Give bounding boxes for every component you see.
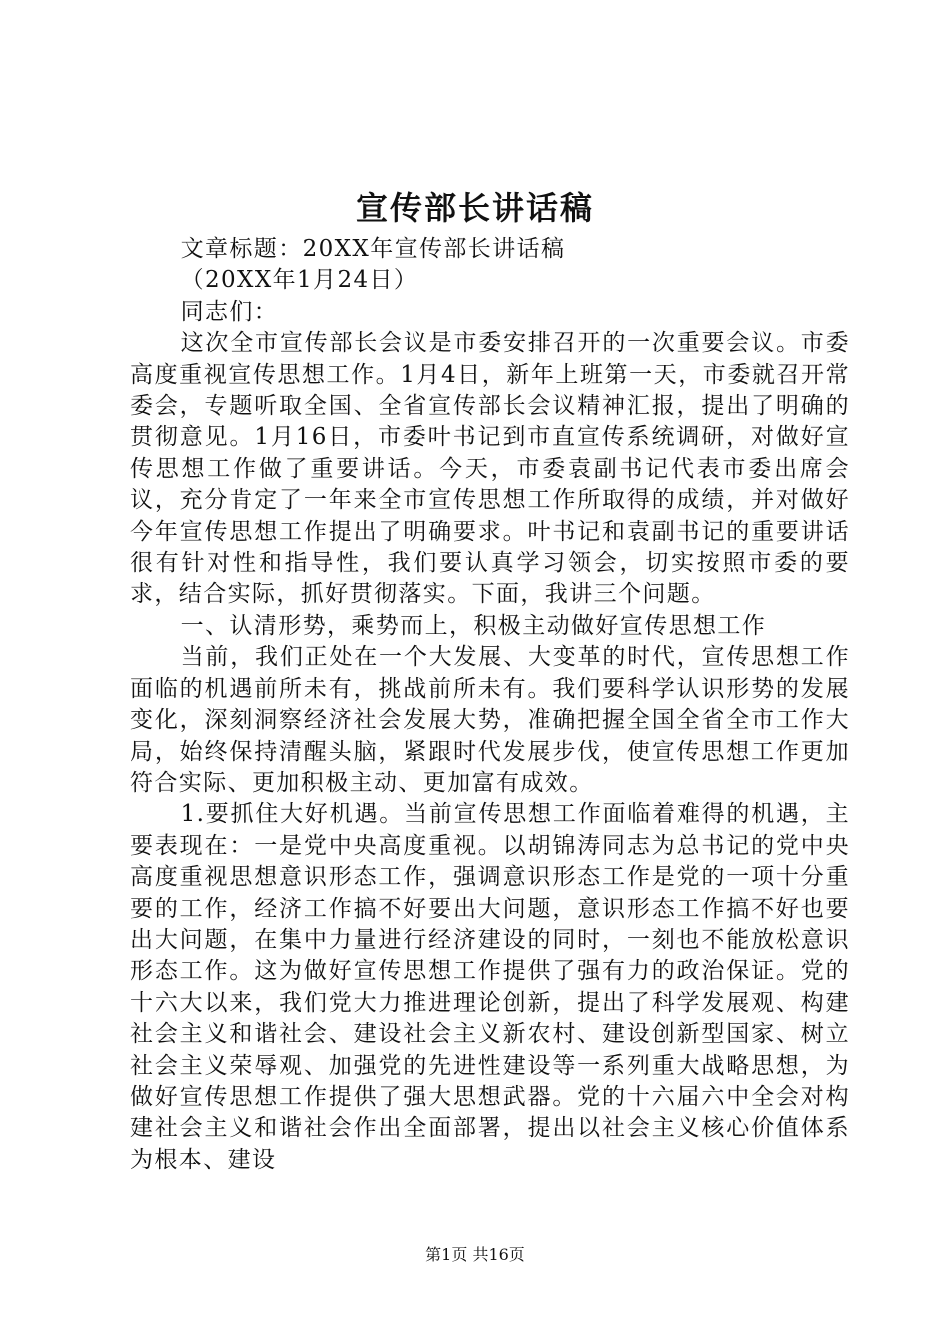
paragraph-intro: 这次全市宣传部长会议是市委安排召开的一次重要会议。市委高度重视宣传思想工作。1月4日，新年上班第一天，市委就召开常委会，专题听取全国、全省宣传部长会议精神汇报，提出了明确的贯彻意见。1月16日，市委叶书记到市直宣传系统调研，对做好宣传思想工作做了重要讲话。今天，市委袁副书记代表市委出席会议，充分肯定了一年来全市宣传思想工作所取得的成绩，并对做好今年宣传思想工作提出了明确要求。叶书记和袁副书记的重要讲话很有针对性和指导性，我们要认真学习领会，切实按照市委的要求，结合实际，抓好贯彻落实。下面，我讲三个问题。 [130, 330, 850, 608]
paragraph-article-title: 文章标题：20XX年宣传部长讲话稿 [180, 236, 566, 262]
paragraph-date: （20XX年1月24日） [180, 267, 419, 294]
document-body [130, 234, 850, 1176]
section-heading-1: 一、认清形势，乘势而上，积极主动做好宣传思想工作 [180, 612, 767, 639]
page-number-footer: 第1页 共16页 [425, 1245, 525, 1264]
paragraph-salutation: 同志们： [180, 298, 279, 325]
paragraph-opportunity: 1.要抓住大好机遇。当前宣传思想工作面临着难得的机遇，主要表现在：一是党中央高度重视。以胡锦涛同志为总书记的党中央高度重视思想意识形态工作，强调意识形态工作是党的一项十分重要的工作，经济工作搞不好要出大问题，意识形态工作搞不好也要出大问题，在集中力量进行经济建设的同时，一刻也不能放松意识形态工作。这为做好宣传思想工作提供了强有力的政治保证。党的十六大以来，我们党大力推进理论创新，提出了科学发展观、构建社会主义和谐社会、建设社会主义新农村、建设创新型国家、树立社会主义荣辱观、加强党的先进性建设等一系列重大战略思想，为做好宣传思想工作提供了强大思想武器。党的十六届六中全会对构建社会主义和谐社会作出全面部署，提出以社会主义核心价值体系为根本、建设 [130, 801, 850, 1173]
paragraph-situation: 当前，我们正处在一个大发展、大变革的时代，宣传思想工作面临的机遇前所未有，挑战前所未有。我们要科学认识形势的发展变化，深刻洞察经济社会发展大势，准确把握全国全省全市工作大局，始终保持清醒头脑，紧跟时代发展步伐，使宣传思想工作更加符合实际、更加积极主动、更加富有成效。 [130, 644, 850, 796]
document-title: 宣传部长讲话稿 [355, 189, 594, 227]
